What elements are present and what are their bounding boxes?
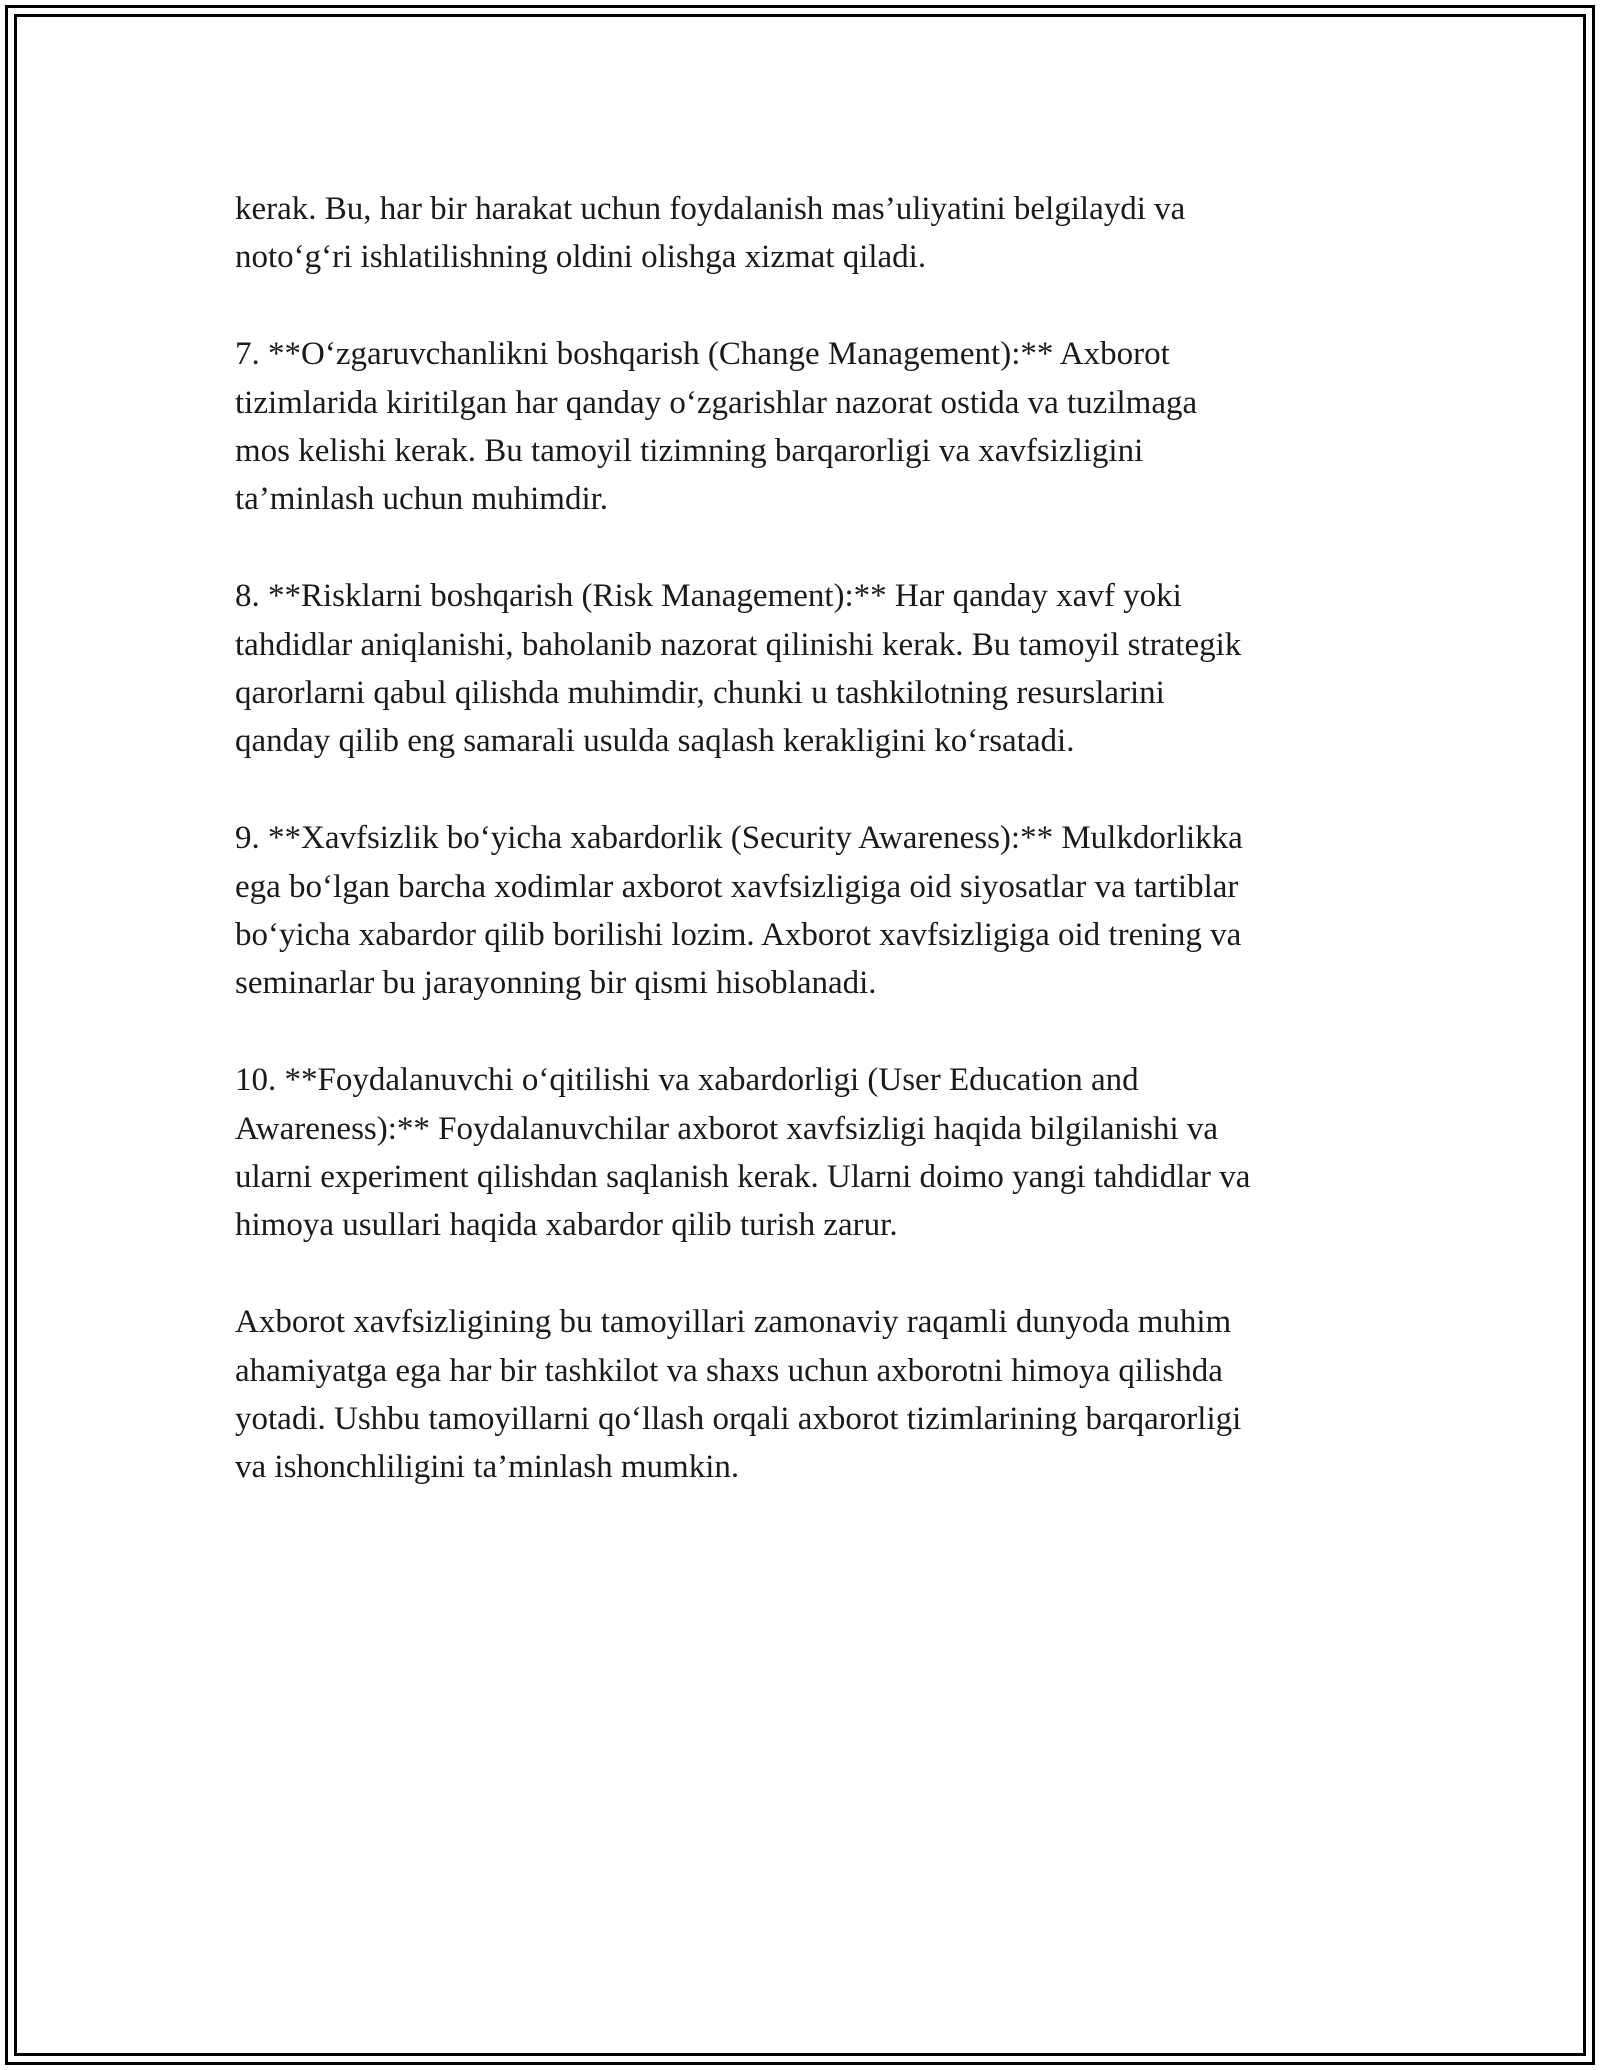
paragraph-continuation: kerak. Bu, har bir harakat uchun foydalanish mas’uliyatini belgilaydi va noto‘g‘ri ishlatilishning oldini olishga xizmat qiladi. — [235, 191, 1186, 276]
paragraph-security-awareness: 9. **Xavfsizlik bo‘yicha xabardorlik (Security Awareness):** Mulkdorlikka ega bo‘lgan barcha xodimlar axborot xavfsizligiga oid siyosatlar va tartiblar bo‘yicha xabardor qilib borilishi lozim. Axborot xavfsizligiga oid trening va seminarlar bu jarayonning bir qismi hisoblanadi. — [235, 820, 1243, 1002]
paragraph-risk-management: 8. **Risklarni boshqarish (Risk Management):** Har qanday xavf yoki tahdidlar aniqlanishi, baholanib nazorat qilinishi kerak. Bu tamoyil strategik qarorlarni qabul qilishda muhimdir, chunki u tashkilotning resurslarini qanday qilib eng samarali usulda saqlash kerakligini ko‘rsatadi. — [235, 578, 1242, 760]
paragraph-change-management: 7. **O‘zgaruvchanlikni boshqarish (Change Management):** Axborot tizimlarida kiritilgan har qanday o‘zgarishlar nazorat ostida va tuzilmaga mos kelishi kerak. Bu tamoyil tizimning barqarorligi va xavfsizligini ta’minlash uchun muhimdir. — [235, 336, 1198, 518]
paragraph-user-education: 10. **Foydalanuvchi o‘qitilishi va xabardorligi (User Education and Awareness):** Foydalanuvchilar axborot xavfsizligi haqida bilgilanishi va ularni experiment qilishdan saqlanish kerak. Ularni doimo yangi tahdidlar va himoya usullari haqida xabardor qilib turish zarur. — [235, 1062, 1251, 1244]
paragraph-conclusion: Axborot xavfsizligining bu tamoyillari zamonaviy raqamli dunyoda muhim ahamiyatga ega har bir tashkilot va shaxs uchun axborotni himoya qilishda yotadi. Ushbu tamoyillarni qo‘llash orqali axborot tizimlarining barqarorligi va ishonchliligini ta’minlash mumkin. — [235, 1304, 1242, 1486]
document-body — [235, 185, 1395, 1492]
